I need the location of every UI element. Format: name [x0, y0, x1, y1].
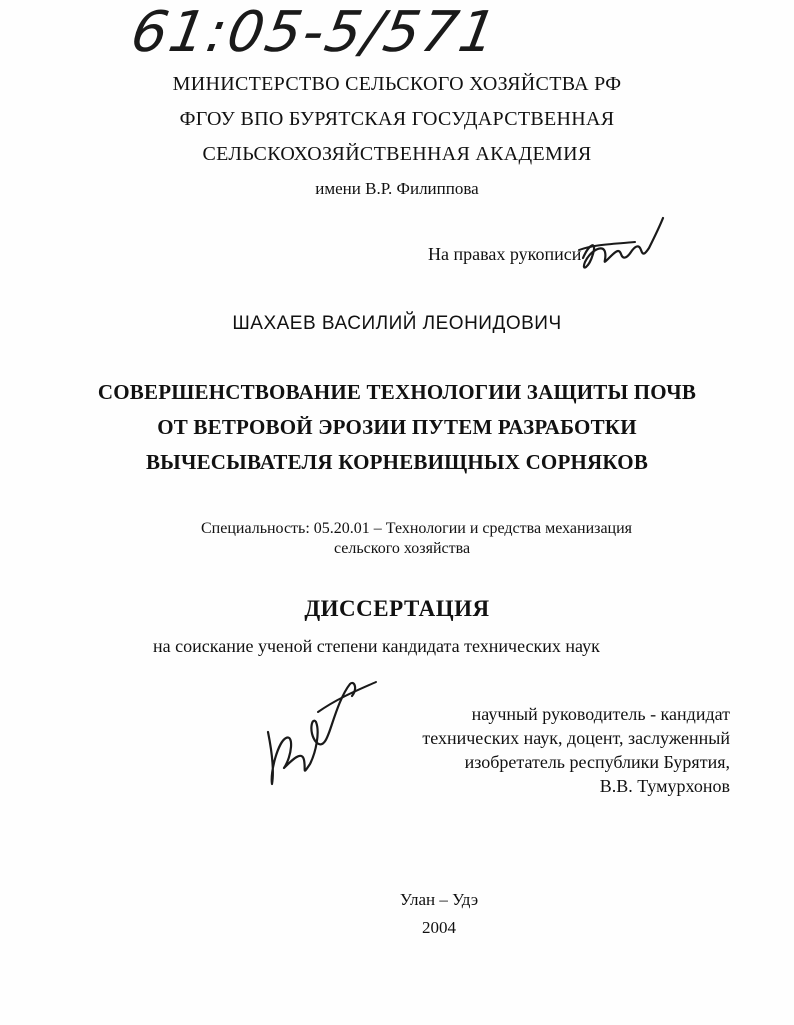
supervisor-line-3: изобретатель республики Бурятия,: [464, 752, 730, 772]
title-line-1: СОВЕРШЕНСТВОВАНИЕ ТЕХНОЛОГИИ ЗАЩИТЫ ПОЧВ: [97, 380, 697, 404]
footer-year: 2004: [422, 918, 456, 937]
supervisor-line-2: технических наук, доцент, заслуженный: [422, 728, 730, 748]
specialty-line-2: сельского хозяйства: [334, 540, 471, 557]
document-type: ДИССЕРТАЦИЯ: [304, 596, 490, 621]
specialty-line-1: Специальность: 05.20.01 – Технологии и средства механизация: [201, 520, 633, 537]
title-line-2: ОТ ВЕТРОВОЙ ЭРОЗИИ ПУТЕМ РАЗРАБОТКИ: [157, 415, 637, 439]
named-after-line: имени В.Р. Филиппова: [315, 179, 479, 198]
ministry-line: МИНИСТЕРСТВО СЕЛЬСКОГО ХОЗЯЙСТВА РФ: [172, 73, 622, 95]
institution-line-1: ФГОУ ВПО БУРЯТСКАЯ ГОСУДАРСТВЕННАЯ: [179, 108, 615, 130]
supervisor-line-1: научный руководитель - кандидат: [471, 704, 730, 724]
manuscript-note: На правах рукописи: [428, 244, 582, 264]
degree-line: на соискание ученой степени кандидата технических наук: [153, 636, 600, 656]
supervisor-line-4: В.В. Тумурхонов: [599, 776, 730, 796]
footer-city: Улан – Удэ: [399, 890, 479, 909]
supervisor-signature: [258, 672, 388, 792]
institution-line-2: СЕЛЬСКОХОЗЯЙСТВЕННАЯ АКАДЕМИЯ: [202, 143, 592, 165]
author-name: ШАХАЕВ ВАСИЛИЙ ЛЕОНИДОВИЧ: [232, 313, 562, 334]
author-signature: [575, 214, 675, 276]
title-line-3: ВЫЧЕСЫВАТЕЛЯ КОРНЕВИЩНЫХ СОРНЯКОВ: [145, 450, 649, 474]
archive-code: 61:05-5/571: [126, 0, 503, 65]
